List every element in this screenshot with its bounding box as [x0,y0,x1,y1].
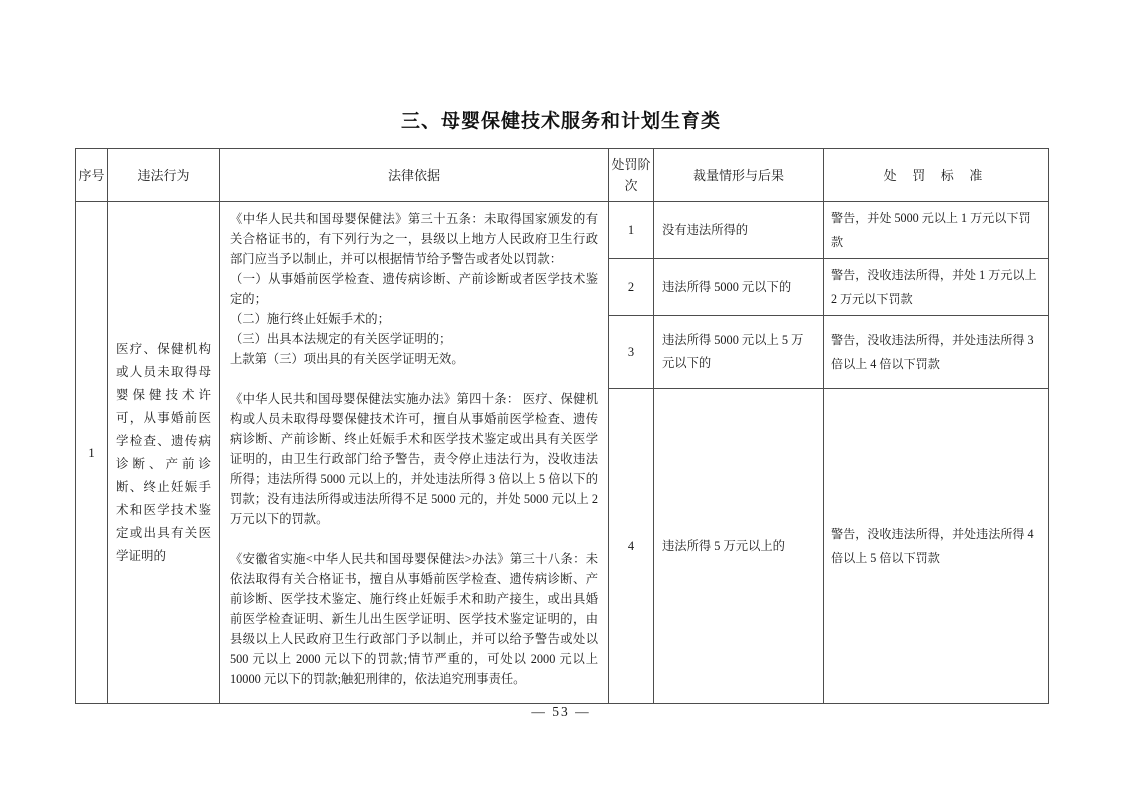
legal-paragraph: 《中华人民共和国母婴保健法实施办法》第四十条： 医疗、保健机构或人员未取得母婴保健技术许可，擅自从事婚前医学检查、遗传病诊断、产前诊断、终止妊娠手术和医学技术鉴定或出具有关医学证明的，由卫生行政部门给予警告，责令停止违法行为，没收违法所得；违法所得 5000 元以上的，并处违法所得 3 倍以上 5 倍以下的罚款；没有违法所得或违法所得不足 5000 元的，并处 5000 元以上 2 万元以下的罚款。 [230,392,598,526]
page-number: — 53 — [531,704,591,719]
circumstance-cell: 违法所得 5 万元以上的 [654,389,824,704]
seq-number-cell: 1 [76,202,108,704]
tier-number-cell: 4 [609,389,654,704]
col-header-penalty-tier: 处罚阶次 [609,149,654,202]
penalty-standard-cell: 警告，并处 5000 元以上 1 万元以下罚款 [824,202,1049,259]
legal-paragraph: （三）出具本法规定的有关医学证明的； [230,332,452,346]
legal-paragraph: 《安徽省实施<中华人民共和国母婴保健法>办法》第三十八条：未依法取得有关合格证书，擅自从事婚前医学检查、遗传病诊断、产前诊断、医学技术鉴定、施行终止妊娠手术和助产接生，或出具婚前医学检查证明、新生儿出生医学证明、医学技术鉴定证明的，由县级以上人民政府卫生行政部门予以制止，并可以给予警告或处以 500 元以上 2000 元以下的罚款;情节严重的，可处以 2000 元以上 10000 元以下的罚款;触犯刑律的，依法追究刑事责任。 [230,552,598,686]
legal-paragraph: （二）施行终止妊娠手术的； [230,312,390,326]
illegal-behavior-cell: 医疗、保健机构或人员未取得母婴保健技术许可，从事婚前医学检查、遗传病诊断、产前诊断、终止妊娠手术和医学技术鉴定或出具有关医学证明的 [108,202,220,704]
circumstance-cell: 违法所得 5000 元以上 5 万元以下的 [654,316,824,389]
penalty-standard-cell: 警告，没收违法所得，并处违法所得 4 倍以上 5 倍以下罚款 [824,389,1049,704]
col-header-circumstance: 裁量情形与后果 [654,149,824,202]
table-row [76,202,1049,259]
circumstance-cell: 违法所得 5000 元以下的 [654,259,824,316]
penalty-table [75,148,1049,704]
penalty-standard-cell: 警告，没收违法所得，并处 1 万元以上 2 万元以下罚款 [824,259,1049,316]
legal-paragraph: （一）从事婚前医学检查、遗传病诊断、产前诊断或者医学技术鉴定的； [230,272,598,306]
col-header-legal-basis: 法律依据 [220,149,609,202]
col-header-seq: 序号 [76,149,108,202]
table-header-row [76,149,1049,202]
legal-basis-cell [220,202,609,704]
col-header-penalty-standard: 处 罚 标 准 [824,149,1049,202]
tier-number-cell: 2 [609,259,654,316]
tier-number-cell: 1 [609,202,654,259]
circumstance-cell: 没有违法所得的 [654,202,824,259]
section-title: 三、母婴保健技术服务和计划生育类 [400,111,721,132]
penalty-standard-cell: 警告，没收违法所得，并处违法所得 3 倍以上 4 倍以下罚款 [824,316,1049,389]
legal-paragraph: 上款第（三）项出具的有关医学证明无效。 [230,352,464,366]
legal-paragraph: 《中华人民共和国母婴保健法》第三十五条：未取得国家颁发的有关合格证书的，有下列行为之一，县级以上地方人民政府卫生行政部门应当予以制止，并可以根据情节给予警告或者处以罚款： [230,212,598,266]
col-header-behavior: 违法行为 [108,149,220,202]
tier-number-cell: 3 [609,316,654,389]
